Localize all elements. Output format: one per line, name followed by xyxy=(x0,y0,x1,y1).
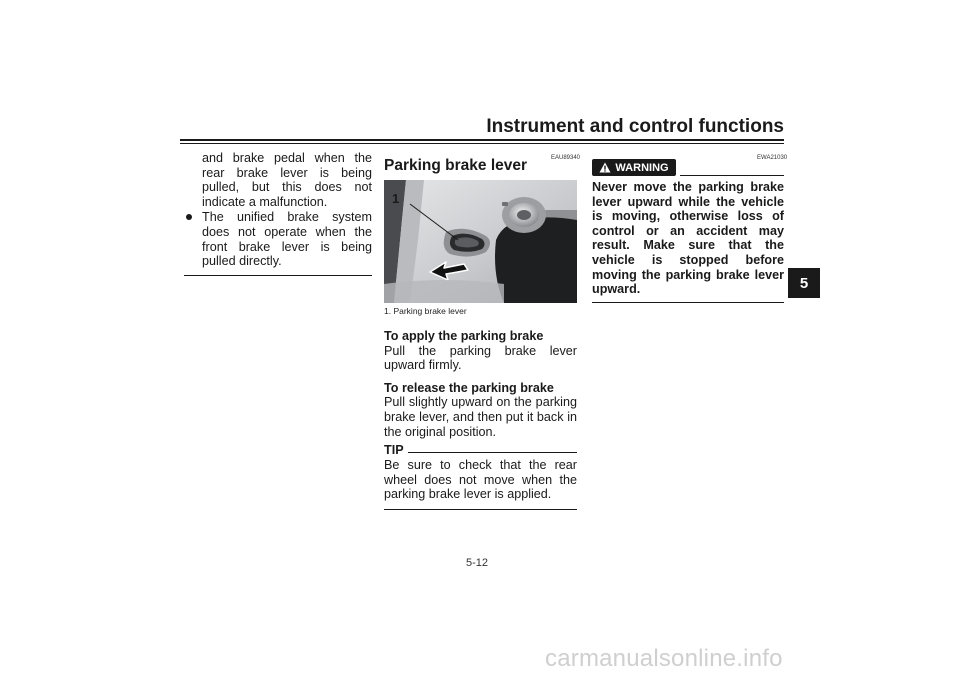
figure-caption: 1. Parking brake lever xyxy=(384,306,467,316)
apply-heading: To apply the parking brake xyxy=(384,329,544,343)
header-rule-thin xyxy=(180,143,784,144)
warning-text: Never move the parking brake lever upward while the vehicle is moving, otherwise loss of control or an accident may result. Make sure that the vehicle is stopped before moving the parking brake lever upward. xyxy=(592,180,784,297)
bullet-dot-icon xyxy=(186,214,192,220)
tip-label: TIP xyxy=(384,443,408,457)
bullet-item xyxy=(184,210,372,268)
header-rule xyxy=(180,139,784,141)
parking-brake-figure xyxy=(384,180,577,303)
page-number: 5-12 xyxy=(466,557,489,569)
chapter-tab[interactable]: 5 xyxy=(788,268,820,298)
warning-triangle-icon xyxy=(599,162,611,173)
section-end-rule xyxy=(184,275,372,276)
tip-rule-top xyxy=(384,452,577,453)
column-2-body xyxy=(384,329,577,510)
section-code: EAU89340 xyxy=(551,155,581,161)
warning-badge xyxy=(592,159,676,176)
release-heading: To release the parking brake xyxy=(384,380,554,395)
apply-text: Pull the parking brake lever upward firmly. xyxy=(384,343,577,373)
release-text: Pull slightly upward on the parking brake lever, and then put it back in the original position. xyxy=(384,395,577,439)
warning-label: WARNING xyxy=(615,161,669,174)
bullet-text: The unified brake system does not operate when the front brake lever is being pulled directly. xyxy=(202,210,372,269)
warning-rule-top xyxy=(680,175,784,176)
warning-rule-bottom xyxy=(592,302,784,303)
warning-body xyxy=(592,180,784,303)
tip-text: Be sure to check that the rear wheel does not move when the parking brake lever is applied. xyxy=(384,458,577,502)
tip-header xyxy=(384,443,577,458)
tip-rule-bottom xyxy=(384,509,577,510)
section-heading: Parking brake lever xyxy=(384,157,528,174)
page-header-title: Instrument and control functions xyxy=(486,116,784,137)
figure-callout-1: 1 xyxy=(392,191,400,206)
continued-paragraph: and brake pedal when the rear brake lever is being pulled, but this does not indicate a malfunction. xyxy=(202,151,372,209)
watermark-text: carmanualsonline.info xyxy=(545,645,783,672)
column-1 xyxy=(184,151,372,276)
warning-code: EWA21030 xyxy=(757,155,788,161)
